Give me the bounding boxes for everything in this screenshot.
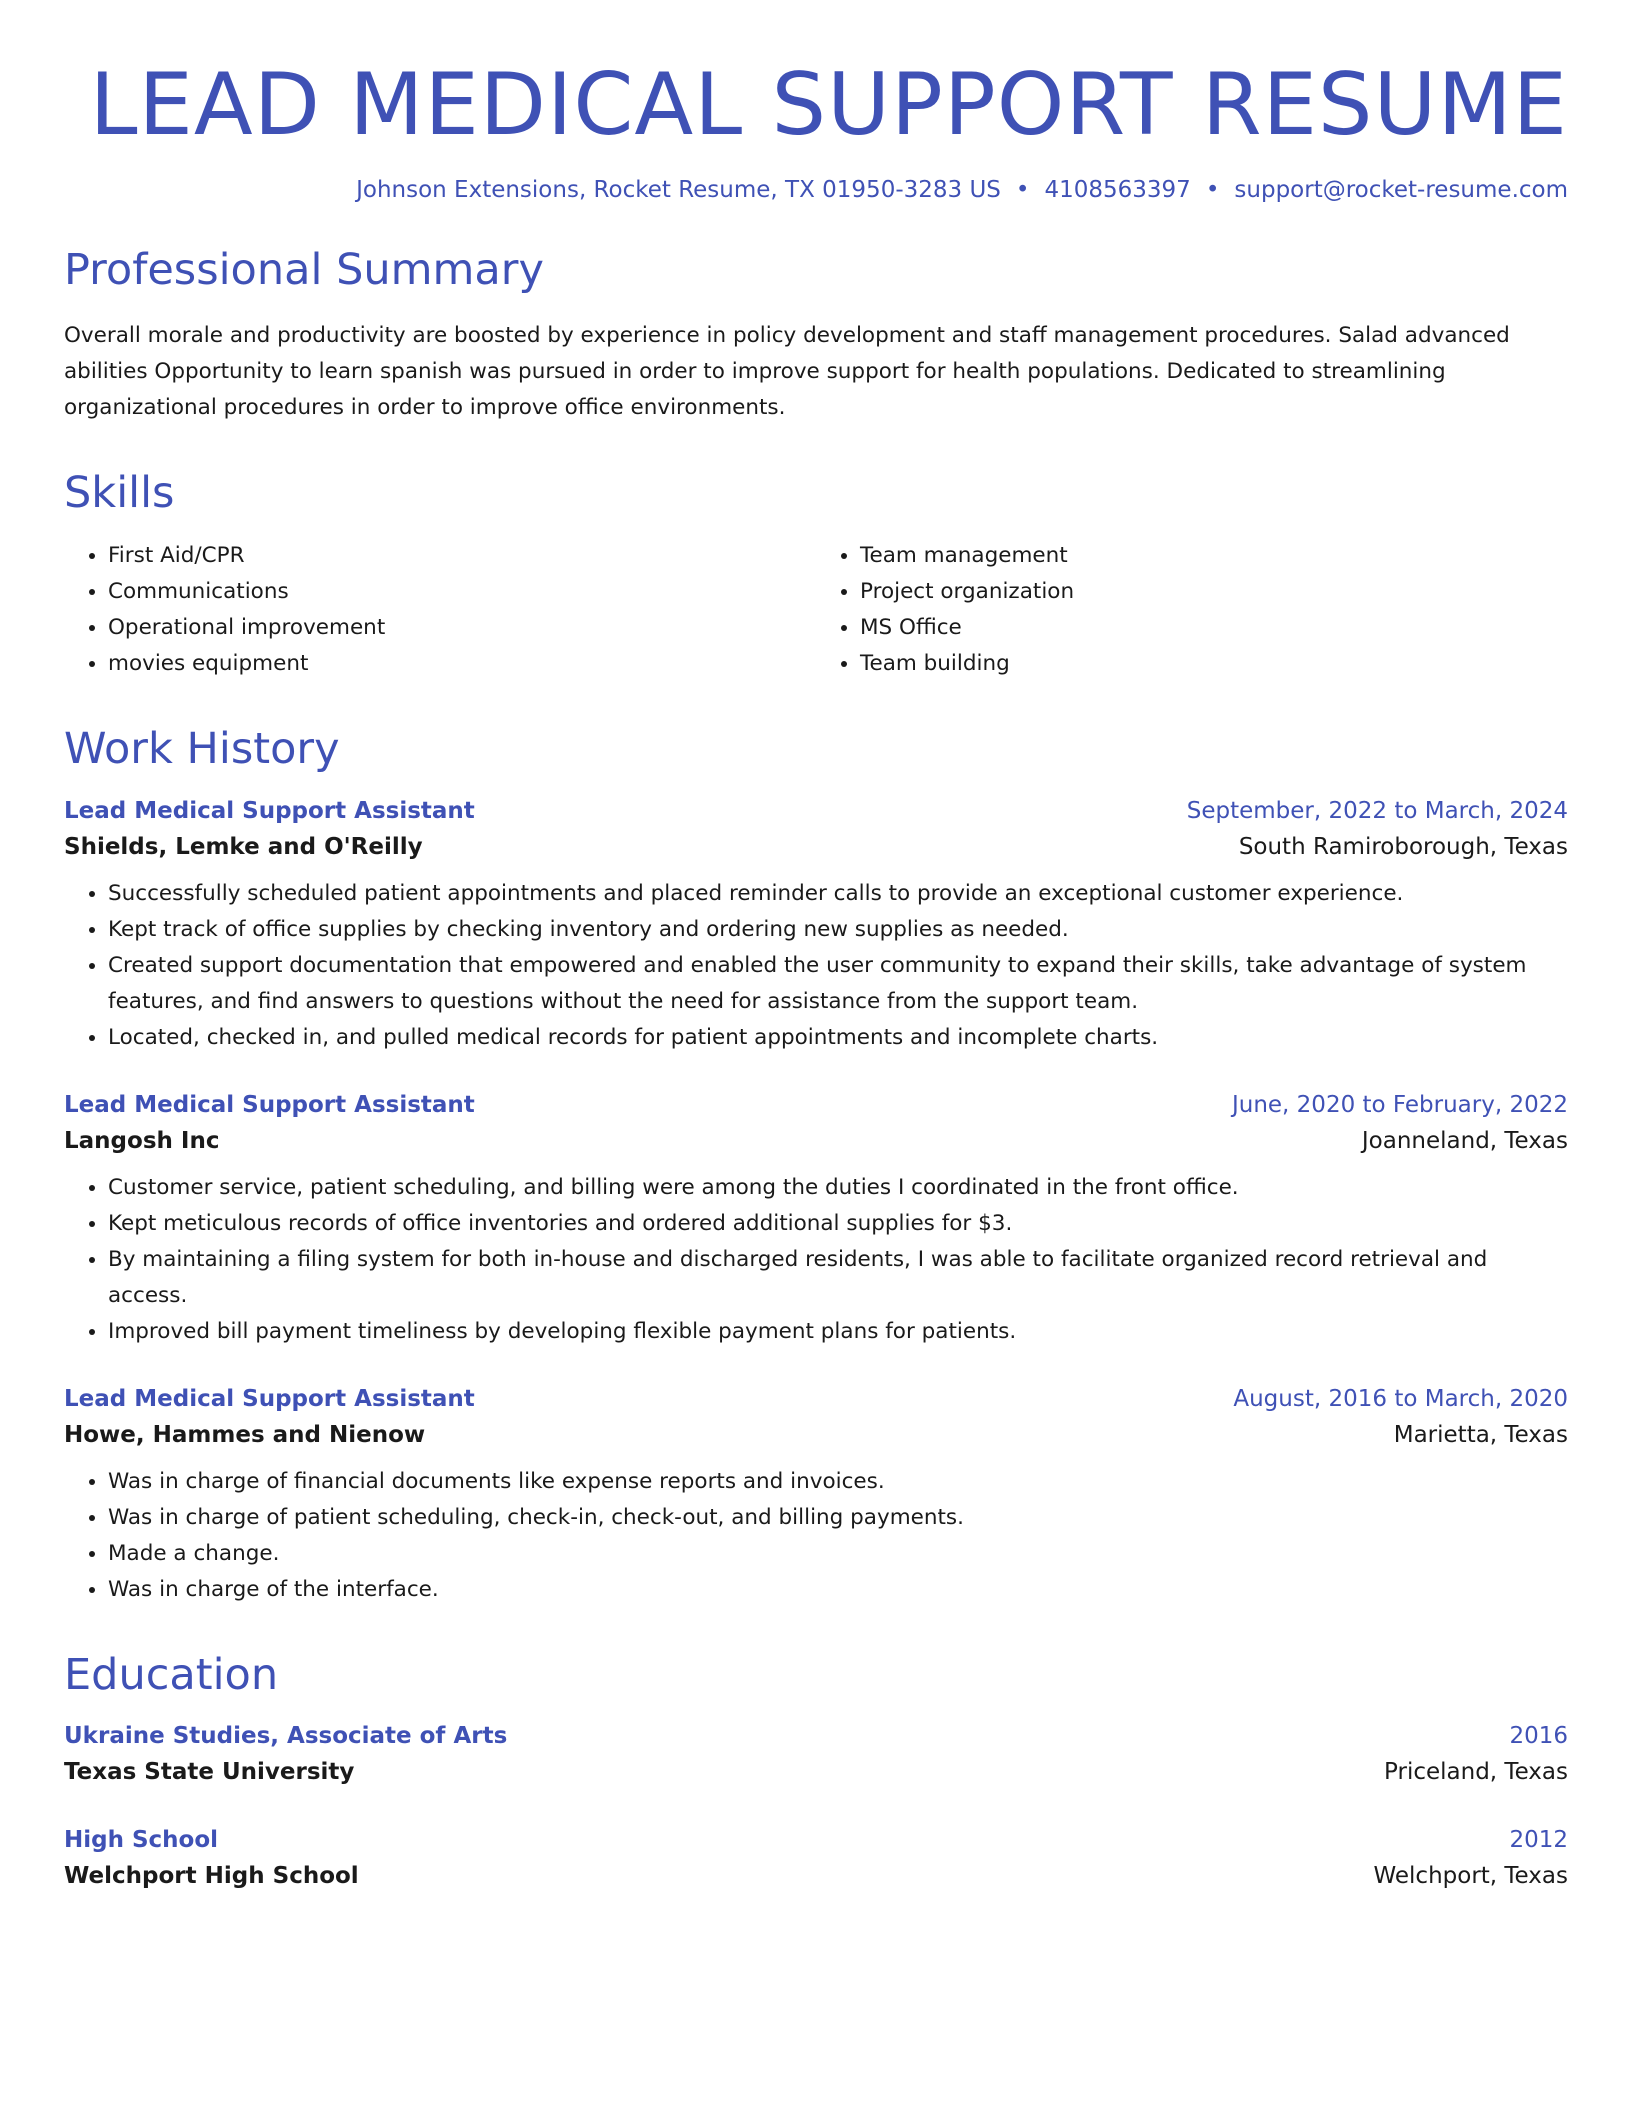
education-location: Welchport, Texas — [1373, 1863, 1568, 1890]
contact-address: Johnson Extensions, Rocket Resume, TX 01950-3283 US — [356, 176, 1001, 203]
skills-list-right — [816, 538, 1568, 682]
job-entry — [64, 1092, 1568, 1350]
job-bullet: • Kept track of office supplies by checking inventory and ordering new supplies as needed. — [108, 912, 1568, 948]
skill-item: • Project organization — [860, 574, 1568, 610]
skill-item: • Operational improvement — [108, 610, 816, 646]
job-location: South Ramiroborough, Texas — [1238, 833, 1568, 860]
contact-separator: • — [1205, 176, 1220, 203]
skill-item: • Communications — [108, 574, 816, 610]
job-bullet: • By maintaining a filing system for both in-house and discharged residents, I was able to facilitate organized record retrieval and access. — [108, 1242, 1568, 1314]
job-header — [64, 1386, 1568, 1412]
education-heading: Education — [64, 1649, 279, 1700]
contact-line — [64, 177, 1568, 203]
job-bullets — [64, 876, 1568, 1056]
job-bullet: • Kept meticulous records of office inventories and ordered additional supplies for $3. — [108, 1206, 1568, 1242]
skill-item: • First Aid/CPR — [108, 538, 816, 574]
job-entry — [64, 1386, 1568, 1608]
education-year: 2016 — [1509, 1723, 1568, 1750]
job-header — [64, 1092, 1568, 1118]
work-history-heading: Work History — [64, 724, 340, 775]
job-title: Lead Medical Support Assistant — [64, 1091, 475, 1118]
education-year: 2012 — [1509, 1827, 1568, 1854]
education-header — [64, 1827, 1568, 1853]
skill-item: • movies equipment — [108, 646, 816, 682]
job-bullet: • Successfully scheduled patient appointments and placed reminder calls to provide an exceptional customer experience. — [108, 876, 1568, 912]
skills-list-left — [64, 538, 816, 682]
job-dates: August, 2016 to March, 2020 — [1233, 1385, 1568, 1412]
education-subheader — [64, 1759, 1568, 1785]
job-bullet: • Located, checked in, and pulled medical records for patient appointments and incomplete charts. — [108, 1020, 1568, 1056]
resume-title: LEAD MEDICAL SUPPORT RESUME — [89, 55, 1568, 155]
education-location: Priceland, Texas — [1384, 1759, 1568, 1786]
job-bullet: • Customer service, patient scheduling, and billing were among the duties I coordinated in the front office. — [108, 1170, 1568, 1206]
job-location: Marietta, Texas — [1393, 1421, 1568, 1448]
education-entry — [64, 1827, 1568, 1889]
skills-heading: Skills — [64, 468, 175, 519]
contact-separator: • — [1015, 176, 1030, 203]
job-company: Howe, Hammes and Nienow — [64, 1421, 426, 1448]
job-bullet: • Was in charge of the interface. — [108, 1572, 1568, 1608]
education-subheader — [64, 1863, 1568, 1889]
contact-phone: 4108563397 — [1044, 176, 1191, 203]
education-school: Texas State University — [64, 1759, 355, 1786]
education-header — [64, 1723, 1568, 1749]
contact-email[interactable]: support@rocket-resume.com — [1234, 176, 1568, 203]
job-bullet: • Created support documentation that empowered and enabled the user community to expand their skills, take advantage of system features, and find answers to questions without the need for assistance from the support team. — [108, 948, 1568, 1020]
job-subheader — [64, 834, 1568, 860]
summary-heading: Professional Summary — [64, 244, 544, 295]
job-company: Shields, Lemke and O'Reilly — [64, 833, 423, 860]
job-bullet: • Made a change. — [108, 1536, 1568, 1572]
job-dates: September, 2022 to March, 2024 — [1186, 797, 1568, 824]
job-entry — [64, 798, 1568, 1056]
job-header — [64, 798, 1568, 824]
education-degree: High School — [64, 1827, 219, 1854]
job-subheader — [64, 1128, 1568, 1154]
job-bullet: • Was in charge of patient scheduling, check-in, check-out, and billing payments. — [108, 1500, 1568, 1536]
skill-item: • MS Office — [860, 610, 1568, 646]
job-company: Langosh Inc — [64, 1127, 220, 1154]
job-subheader — [64, 1422, 1568, 1448]
education-school: Welchport High School — [64, 1863, 359, 1890]
education-entry — [64, 1723, 1568, 1785]
job-dates: June, 2020 to February, 2022 — [1231, 1091, 1568, 1118]
summary-text: Overall morale and productivity are boosted by experience in policy development and staff management procedures. Salad advanced abilities Opportunity to learn spanish was pursued in order to improve support for health populations. Dedicated to streamlining organizational procedures in order to improve office environments. — [64, 323, 1510, 421]
skill-item: • Team management — [860, 538, 1568, 574]
job-title: Lead Medical Support Assistant — [64, 1385, 475, 1412]
skill-item: • Team building — [860, 646, 1568, 682]
skills-grid — [64, 538, 1568, 682]
job-bullets — [64, 1170, 1568, 1350]
job-bullet: • Was in charge of financial documents like expense reports and invoices. — [108, 1464, 1568, 1500]
job-bullets — [64, 1464, 1568, 1608]
education-degree: Ukraine Studies, Associate of Arts — [64, 1723, 508, 1750]
job-bullet: • Improved bill payment timeliness by developing flexible payment plans for patients. — [108, 1314, 1568, 1350]
job-title: Lead Medical Support Assistant — [64, 797, 475, 824]
job-location: Joanneland, Texas — [1361, 1127, 1568, 1154]
